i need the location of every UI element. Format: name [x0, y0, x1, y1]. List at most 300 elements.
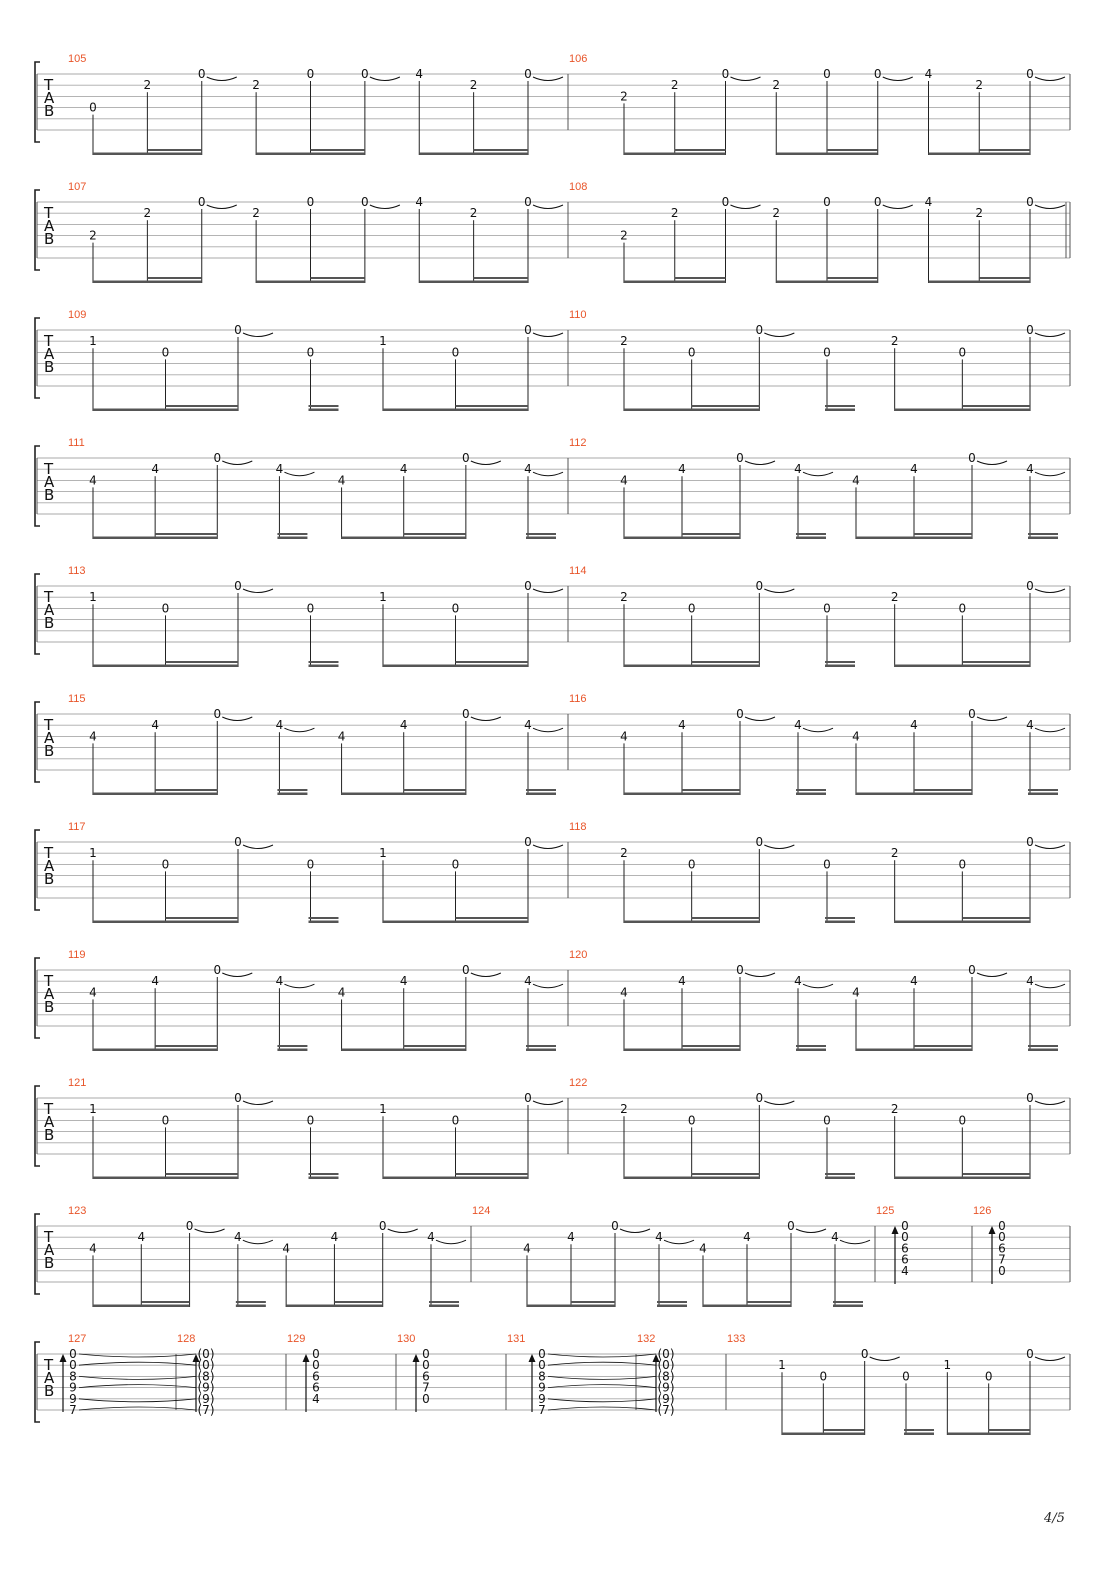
fret-number: 0: [451, 1113, 460, 1128]
measure-number: 117: [68, 821, 86, 833]
fret-number: 0: [451, 345, 460, 360]
fret-number: 0: [687, 857, 696, 872]
tie: [745, 461, 775, 465]
tie: [883, 77, 913, 81]
beam: [776, 153, 878, 156]
beam: [419, 153, 528, 156]
fret-number: 4: [89, 1241, 97, 1256]
fret-number: 0: [361, 67, 369, 81]
fret-number: 0: [234, 579, 242, 593]
fret-number: 2: [772, 78, 781, 93]
fret-number: (8): [657, 1369, 675, 1384]
beam: [383, 665, 528, 668]
fret-number: 4: [415, 67, 424, 81]
fret-number: 0: [736, 451, 744, 465]
fret-number: 1: [89, 334, 97, 349]
tie: [533, 984, 563, 988]
beam: [825, 665, 855, 668]
fret-number: 0: [306, 345, 315, 360]
fret-number: 6: [901, 1252, 909, 1267]
fret-number: 4: [831, 1230, 839, 1245]
beam: [456, 405, 529, 407]
fret-number: 0: [611, 1219, 619, 1233]
fret-number: 0: [197, 195, 206, 209]
fret-number: 0: [161, 857, 170, 872]
fret-number: 4: [234, 1230, 242, 1245]
beam: [456, 661, 529, 663]
fret-number: 2: [890, 590, 899, 605]
fret-number: 2: [143, 78, 152, 93]
fret-number: 2: [252, 206, 260, 221]
beam: [456, 917, 529, 919]
fret-number: 0: [823, 857, 831, 872]
tab-system-10: [35, 1205, 1070, 1307]
beam: [342, 793, 466, 796]
fret-number: 9: [538, 1391, 546, 1406]
tab-clef-letter: T: [44, 76, 54, 94]
beam: [277, 793, 307, 796]
beam: [776, 281, 878, 284]
strum-arrowhead: [989, 1226, 996, 1234]
tie: [803, 472, 833, 476]
beam: [856, 793, 972, 796]
tie: [731, 77, 761, 81]
tie: [764, 845, 794, 849]
beam: [782, 1433, 865, 1436]
fret-number: 0: [823, 67, 831, 81]
fret-number: 2: [620, 334, 628, 349]
tie: [243, 333, 273, 337]
fret-number: 4: [901, 1263, 909, 1278]
fret-number: 4: [910, 462, 918, 477]
beam: [692, 1173, 760, 1175]
tab-system-6: [35, 693, 1070, 795]
tab-system-8: [35, 949, 1070, 1051]
measure-number: 119: [68, 949, 86, 961]
tie: [796, 1229, 826, 1233]
fret-number: 0: [1026, 579, 1034, 593]
beam: [155, 533, 217, 535]
fret-number: 0: [687, 1113, 696, 1128]
fret-number: 0: [185, 1219, 194, 1233]
beam: [334, 1301, 382, 1303]
fret-number: 1: [379, 334, 387, 349]
beam: [93, 537, 217, 540]
fret-number: 0: [462, 707, 470, 721]
fret-number: 0: [687, 601, 696, 616]
beam: [277, 537, 307, 540]
tie: [195, 1229, 225, 1233]
fret-number: 4: [275, 462, 284, 477]
fret-number: 0: [422, 1358, 430, 1373]
fret-number: 0: [161, 345, 170, 360]
tie: [1035, 1357, 1065, 1361]
fret-number: 6: [312, 1380, 320, 1395]
fret-number: 4: [620, 473, 628, 488]
fret-number: 2: [469, 78, 478, 93]
beam: [236, 1301, 266, 1303]
beam: [624, 409, 759, 412]
fret-number: 4: [794, 718, 802, 733]
tab-clef-letter: T: [44, 204, 54, 222]
fret-number: 4: [415, 195, 424, 209]
tab-clef-letter: B: [44, 358, 55, 376]
beam: [979, 149, 1030, 151]
tie: [222, 461, 252, 465]
beam: [825, 409, 855, 412]
beam: [624, 281, 726, 284]
beam: [166, 661, 239, 663]
measure-number: 131: [507, 1333, 526, 1345]
fret-number: 4: [312, 1391, 320, 1406]
fret-number: 2: [620, 1102, 628, 1117]
fret-number: 2: [890, 846, 899, 861]
fret-number: 4: [567, 1230, 575, 1245]
tab-clef-letter: B: [44, 1254, 55, 1272]
beam: [342, 537, 466, 540]
beam: [155, 1045, 217, 1047]
measure-number: 110: [569, 309, 587, 321]
measure-number: 113: [68, 565, 86, 577]
beam: [692, 405, 760, 407]
beam: [682, 533, 740, 535]
fret-number: 4: [399, 462, 408, 477]
fret-number: (7): [657, 1403, 675, 1417]
fret-number: 0: [1026, 835, 1034, 849]
measure-number: 126: [973, 1205, 992, 1217]
fret-number: 6: [998, 1241, 1006, 1256]
beam: [474, 277, 528, 279]
tie: [243, 1101, 273, 1105]
beam: [675, 149, 726, 151]
beam: [526, 1049, 556, 1052]
measure-number: 111: [68, 437, 85, 449]
tab-clef-letter: A: [44, 1241, 55, 1259]
beam: [1028, 1045, 1058, 1047]
fret-number: 4: [89, 729, 97, 744]
fret-number: 0: [873, 67, 882, 81]
beam: [93, 1305, 190, 1308]
tab-clef-letter: T: [44, 844, 54, 862]
fret-number: 4: [399, 718, 408, 733]
beam: [823, 1429, 864, 1431]
fret-number: 2: [620, 228, 628, 243]
fret-number: 0: [873, 195, 882, 209]
beam: [796, 1049, 826, 1052]
fret-number: 0: [462, 451, 470, 465]
beam: [342, 1049, 466, 1052]
tie: [533, 77, 563, 81]
fret-number: 0: [306, 857, 315, 872]
fret-number: 0: [361, 195, 369, 209]
beam: [526, 537, 556, 540]
tie: [870, 1357, 900, 1361]
measure-number: 107: [68, 181, 87, 193]
fret-number: 4: [337, 473, 346, 488]
measure-number: 106: [569, 53, 588, 65]
beam: [309, 409, 339, 412]
measure-number: 118: [569, 821, 587, 833]
beam: [825, 917, 855, 919]
strum-arrowhead: [303, 1354, 310, 1362]
measure-number: 109: [68, 309, 87, 321]
beam: [309, 1173, 339, 1175]
beam: [833, 1301, 863, 1303]
tie: [764, 589, 794, 593]
tab-clef-letter: A: [44, 89, 55, 107]
tie: [243, 1240, 273, 1244]
fret-number: 0: [736, 963, 744, 977]
beam: [1028, 533, 1058, 535]
beam: [796, 1045, 826, 1047]
tab-clef-letter: A: [44, 985, 55, 1003]
tie: [977, 973, 1007, 977]
beam: [657, 1305, 687, 1308]
fret-number: 4: [151, 718, 159, 733]
tie: [1035, 333, 1065, 337]
fret-number: 0: [755, 323, 764, 337]
beam: [404, 789, 466, 791]
fret-number: 1: [379, 846, 387, 861]
fret-number: 0: [823, 345, 831, 360]
fret-number: 1: [778, 1358, 786, 1373]
beam: [93, 281, 202, 284]
fret-number: 0: [721, 67, 730, 81]
tie: [664, 1240, 694, 1244]
measure-number: 124: [472, 1205, 491, 1217]
fret-number: 0: [1026, 1091, 1034, 1105]
tab-system-2: [35, 181, 1070, 283]
tab-clef-letter: T: [44, 332, 54, 350]
fret-number: 0: [968, 963, 976, 977]
beam: [825, 405, 855, 407]
beam: [675, 277, 726, 279]
beam: [286, 1305, 383, 1308]
fret-number: 7: [422, 1380, 430, 1395]
tie: [1035, 845, 1065, 849]
fret-number: 0: [69, 1358, 77, 1373]
fret-number: 4: [655, 1230, 663, 1245]
beam: [147, 149, 201, 151]
beam: [827, 277, 878, 279]
beam: [1028, 789, 1058, 791]
beam: [682, 789, 740, 791]
fret-number: 0: [378, 1219, 387, 1233]
beam: [624, 665, 759, 668]
beam: [825, 1173, 855, 1175]
fret-number: 1: [379, 590, 387, 605]
beam: [93, 665, 238, 668]
fret-number: 0: [968, 707, 976, 721]
tie: [764, 1101, 794, 1105]
beam: [166, 1173, 239, 1175]
fret-number: 4: [678, 462, 686, 477]
fret-number: 2: [670, 78, 679, 93]
beam: [236, 1305, 266, 1308]
tab-clef-letter: T: [44, 972, 54, 990]
fret-number: 4: [524, 974, 532, 989]
fret-number: (9): [657, 1391, 675, 1406]
fret-number: (0): [657, 1358, 675, 1373]
fret-number: 0: [451, 601, 460, 616]
fret-number: 0: [524, 579, 532, 593]
tie: [1035, 984, 1065, 988]
fret-number: 4: [151, 462, 159, 477]
tab-system-1: [35, 53, 1070, 155]
beam: [383, 921, 528, 924]
beam: [914, 1045, 972, 1047]
tie: [533, 1101, 563, 1105]
beam: [914, 789, 972, 791]
fret-number: 0: [901, 1219, 909, 1233]
beam: [624, 1177, 759, 1180]
fret-number: (0): [657, 1347, 675, 1361]
fret-number: 0: [755, 835, 764, 849]
tie: [284, 984, 314, 988]
fret-number: 0: [234, 835, 242, 849]
tie: [533, 333, 563, 337]
fret-number: 2: [143, 206, 152, 221]
beam: [309, 1177, 339, 1180]
beam: [962, 917, 1030, 919]
fret-number: 4: [794, 462, 802, 477]
fret-number: 4: [910, 974, 918, 989]
fret-number: 0: [306, 1113, 315, 1128]
beam: [93, 1049, 217, 1052]
measure-number: 108: [569, 181, 588, 193]
tie: [1035, 589, 1065, 593]
beam: [456, 1173, 529, 1175]
fret-number: 0: [968, 451, 976, 465]
tie: [436, 1240, 466, 1244]
fret-number: 4: [275, 718, 284, 733]
beam: [827, 149, 878, 151]
fret-number: 0: [462, 963, 470, 977]
fret-number: 4: [399, 974, 408, 989]
tie: [977, 717, 1007, 721]
fret-number: 0: [306, 195, 315, 209]
tab-clef-letter: T: [44, 1228, 54, 1246]
fret-number: 9: [538, 1380, 546, 1395]
tab-clef-letter: T: [44, 716, 54, 734]
tab-clef-letter: B: [44, 486, 55, 504]
fret-number: 4: [1026, 718, 1034, 733]
tie: [243, 589, 273, 593]
tab-clef-letter: A: [44, 1113, 55, 1131]
beam: [947, 1433, 1030, 1436]
fret-number: 4: [852, 985, 860, 1000]
beam: [692, 661, 760, 663]
fret-number: 1: [943, 1358, 952, 1373]
measure-number: 127: [68, 1333, 87, 1345]
tie: [388, 1229, 418, 1233]
beam: [914, 533, 972, 535]
tie: [1035, 472, 1065, 476]
beam: [624, 793, 740, 796]
tab-system-4: [35, 437, 1070, 539]
measure-number: 130: [397, 1333, 416, 1345]
beam: [474, 149, 528, 151]
measure-number: 114: [569, 565, 587, 577]
beam: [856, 537, 972, 540]
tab-clef-letter: A: [44, 729, 55, 747]
fret-number: 1: [379, 1102, 387, 1117]
beam: [155, 789, 217, 791]
beam: [93, 409, 238, 412]
tab-clef-letter: A: [44, 1369, 55, 1387]
measure-number: 129: [287, 1333, 306, 1345]
beam: [962, 1173, 1030, 1175]
fret-number: 0: [998, 1263, 1006, 1278]
tie: [222, 717, 252, 721]
tab-clef-letter: A: [44, 473, 55, 491]
fret-number: 1: [89, 846, 97, 861]
fret-number: 4: [852, 473, 860, 488]
fret-number: 6: [312, 1369, 320, 1384]
fret-number: 0: [213, 963, 222, 977]
tie: [883, 205, 913, 209]
fret-number: 0: [524, 67, 532, 81]
beam: [979, 277, 1030, 279]
tie: [1035, 77, 1065, 81]
measure-number: 122: [569, 1077, 588, 1089]
beam: [929, 153, 1031, 156]
beam: [856, 1049, 972, 1052]
beam: [796, 533, 826, 535]
beam: [624, 537, 740, 540]
beam: [404, 1045, 466, 1047]
fret-number: 0: [958, 1113, 967, 1128]
fret-number: 4: [89, 985, 97, 1000]
beam: [256, 281, 365, 284]
fret-number: 0: [451, 857, 460, 872]
fret-number: 2: [252, 78, 260, 93]
measure-number: 105: [68, 53, 87, 65]
tab-system-3: [35, 309, 1070, 411]
fret-number: 0: [958, 601, 967, 616]
tie: [620, 1229, 650, 1233]
fret-number: 0: [422, 1347, 430, 1361]
beam: [747, 1301, 791, 1303]
beam: [429, 1301, 459, 1303]
tie: [207, 205, 237, 209]
beam: [147, 277, 201, 279]
tie: [471, 461, 501, 465]
fret-number: 0: [538, 1358, 546, 1373]
fret-number: 7: [538, 1403, 546, 1417]
tie: [222, 973, 252, 977]
fret-number: 0: [687, 345, 696, 360]
fret-number: 2: [890, 334, 899, 349]
fret-number: 8: [69, 1369, 77, 1384]
fret-number: 0: [312, 1358, 320, 1373]
strum-arrowhead: [60, 1354, 67, 1362]
fret-number: 4: [1026, 462, 1034, 477]
tab-clef-letter: B: [44, 230, 55, 248]
beam: [904, 1433, 934, 1436]
strum-arrowhead: [413, 1354, 420, 1362]
fret-number: 0: [524, 835, 532, 849]
beam: [825, 1177, 855, 1180]
fret-number: 4: [524, 462, 532, 477]
fret-number: 2: [890, 1102, 899, 1117]
beam: [624, 921, 759, 924]
fret-number: 4: [620, 729, 628, 744]
tab-clef-letter: A: [44, 601, 55, 619]
strum-arrowhead: [892, 1226, 899, 1234]
fret-number: 4: [427, 1230, 435, 1245]
beam: [309, 665, 339, 668]
